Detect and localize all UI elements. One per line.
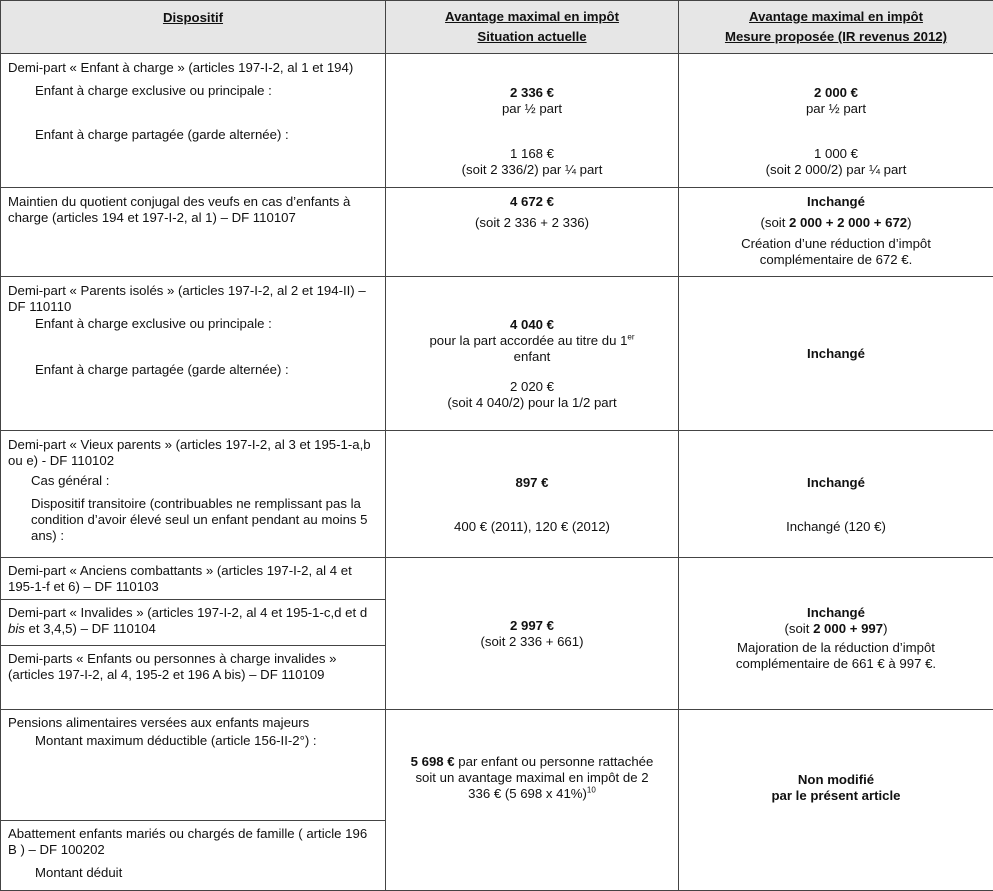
quotient-veufs-soit: (soit 2 000 + 2 000 + 672) [760,215,912,230]
header-dispositif: Dispositif [1,1,386,54]
cell-parents-isoles-current: 4 040 € pour la part accordée au titre du 1er enfant 2 020 € (soit 4 040/2) pour la 1/2 part [386,277,679,431]
row-parents-isoles [1,277,993,431]
row-enfant-charge [1,54,993,188]
pensions-amount-text: 5 698 € par enfant ou personne rattachée [410,754,654,769]
pensions-avantage-text: soit un avantage maximal en impôt de 2 336 € (5 698 x 41%)$^{10}$ [415,770,649,801]
cell-quotient-veufs-current: 4 672 € (soit 2 336 + 2 336) [386,188,679,277]
cell-quotient-veufs-label: Maintien du quotient conjugal des veufs en cas d’enfants à charge (articles 194 et 197-I-2, al 1) – DF 110107 [1,188,386,277]
cell-demi-parts-proposed: Inchangé (soit 2 000 + 997) Majoration de la réduction d’impôt complémentaire de 661 € à 997 €. [679,558,993,710]
row-pensions-alimentaires [1,710,993,821]
cell-enfants-invalides-label: Demi-parts « Enfants ou personnes à charge invalides » (articles 197-I-2, al 4, 195-2 et 196 A bis) – DF 110109 [1,646,386,710]
header-proposed: Avantage maximal en impôt Mesure proposée (IR revenus 2012) [679,1,993,54]
cell-anciens-combattants-label: Demi-part « Anciens combattants » (articles 197-I-2, al 4 et 195-1-f et 6) – DF 110103 [1,558,386,600]
cell-vieux-parents-label: Demi-part « Vieux parents » (articles 197-I-2, al 3 et 195-1-a,b ou e) - DF 110102 Cas général : Dispositif transitoire (contribuables ne remplissant pas la condition d’avoir élevé seul un enfant pendant au moins 5 ans) : [1,431,386,558]
parents-isoles-part-text: pour la part accordée au titre du 1er [429,332,635,348]
header-current: Avantage maximal en impôt Situation actuelle [386,1,679,54]
cell-pensions-label: Pensions alimentaires versées aux enfants majeurs Montant maximum déductible (article 156-II-2°) : [1,710,386,821]
cell-pensions-proposed: Non modifié par le présent article [679,710,993,891]
row-vieux-parents [1,431,993,558]
cell-quotient-veufs-proposed: Inchangé (soit 2 000 + 2 000 + 672) Création d’une réduction d’impôt complémentaire de 672 €. [679,188,993,277]
cell-vieux-parents-current: 897 € 400 € (2011), 120 € (2012) [386,431,679,558]
cell-invalides-label [1,600,386,646]
cell-enfant-charge-label: Demi-part « Enfant à charge » (articles 197-I-2, al 1 et 194) Enfant à charge exclusive ou principale : Enfant à charge partagée (garde alternée) : [1,54,386,188]
cell-abattement-label: Abattement enfants mariés ou chargés de famille ( article 196 B ) – DF 100202 Montant déduit [1,821,386,891]
invalides-title: Demi-part « Invalides » (articles 197-I-2, al 4 et 195-1-c,d et d bis et 3,4,5) – DF 110104 [8,605,368,636]
header-row [1,1,993,54]
cell-pensions-current [386,710,679,891]
cell-enfant-charge-current: 2 336 € par ½ part 1 168 € (soit 2 336/2) par ¼ part [386,54,679,188]
cell-vieux-parents-proposed: Inchangé Inchangé (120 €) [679,431,993,558]
cell-demi-parts-current: 2 997 € (soit 2 336 + 661) [386,558,679,710]
row-anciens-combattants [1,558,993,600]
demi-parts-soit: (soit 2 000 + 997) [784,621,888,636]
cell-parents-isoles-proposed: Inchangé [679,277,993,431]
cell-parents-isoles-label: Demi-part « Parents isolés » (articles 197-I-2, al 2 et 194-II) – DF 110110 Enfant à charge exclusive ou principale : Enfant à charge partagée (garde alternée) : [1,277,386,431]
row-quotient-veufs [1,188,993,277]
cell-enfant-charge-proposed: 2 000 € par ½ part 1 000 € (soit 2 000/2) par ¼ part [679,54,993,188]
